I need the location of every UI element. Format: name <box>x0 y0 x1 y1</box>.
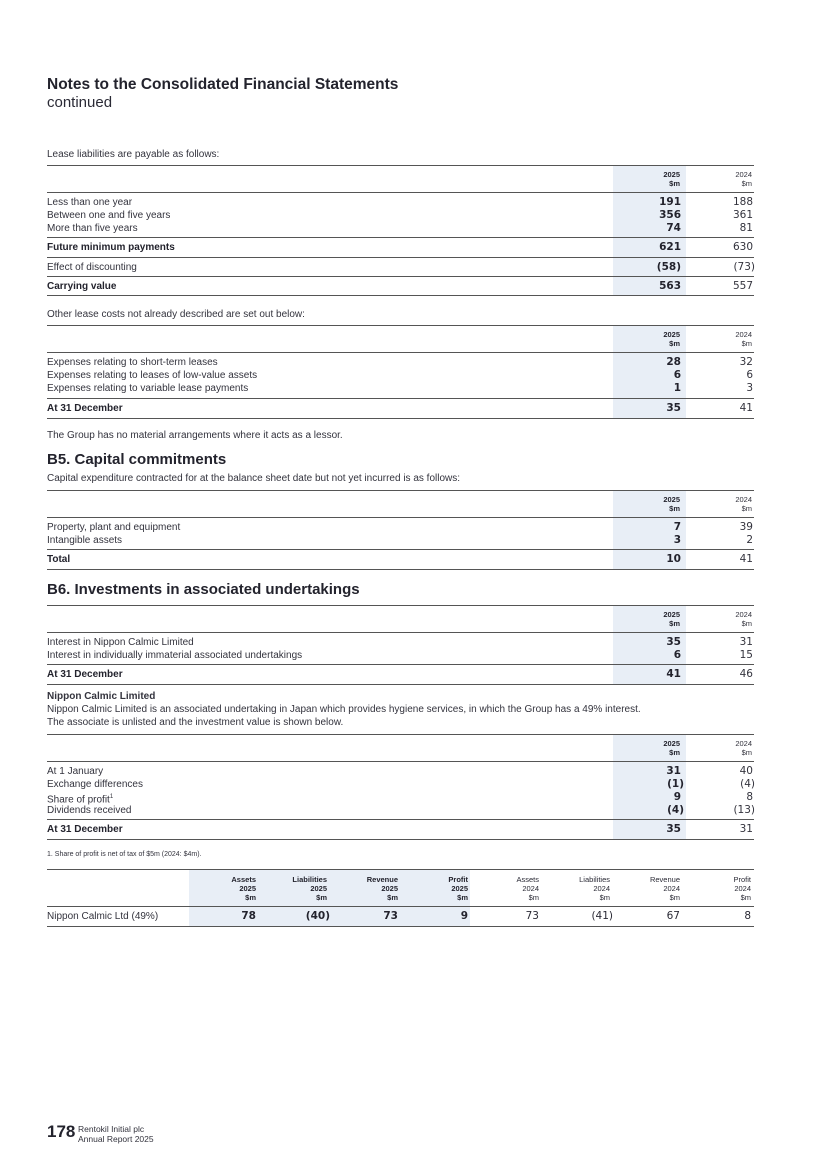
table-cell: 78 <box>241 910 256 922</box>
value-2025: 6 <box>673 649 681 661</box>
table-row-label: Exchange differences <box>47 779 143 790</box>
table-row-label: Share of profit$^1$ <box>47 794 114 806</box>
divider <box>47 605 754 606</box>
nippon-header-2025: 2025 $m <box>663 739 680 757</box>
value-2025: (4) <box>667 804 684 816</box>
value-2025: 6 <box>673 369 681 381</box>
other-lease-intro: Other lease costs not already described are set out below: <box>47 309 305 320</box>
value-2024: 8 <box>746 791 753 803</box>
value-2024: 557 <box>732 280 753 292</box>
value-2025: 563 <box>659 280 681 292</box>
table-row-label: Expenses relating to variable lease payments <box>47 383 249 394</box>
value-2025: 356 <box>659 209 681 221</box>
value-2025: 31 <box>666 765 681 777</box>
lease-header-2024: 2024 $m <box>735 170 752 188</box>
nippon-heading: Nippon Calmic Limited <box>47 691 156 702</box>
table-row-label: Intangible assets <box>47 535 123 546</box>
table-row-label: Nippon Calmic Ltd (49%) <box>47 911 159 922</box>
value-2025: 35 <box>666 636 681 648</box>
total-label: At 31 December <box>47 824 123 835</box>
table-row-label: Less than one year <box>47 197 133 208</box>
value-2025: 41 <box>666 668 681 680</box>
footer-text <box>78 1124 154 1144</box>
divider <box>47 869 754 870</box>
other-header-2024: 2024 $m <box>735 330 752 348</box>
table-cell: 73 <box>525 910 539 922</box>
column-header: Profit 2025 $m <box>448 875 468 902</box>
section-title-b5: B5. Capital commitments <box>47 451 227 468</box>
divider <box>47 632 754 633</box>
value-2025: 10 <box>666 553 681 565</box>
divider <box>47 352 754 353</box>
table-row-label: Property, plant and equipment <box>47 522 181 533</box>
value-2024: 31 <box>739 636 753 648</box>
value-2025: 35 <box>666 402 681 414</box>
divider <box>47 398 754 399</box>
footnote-marker: 1 <box>109 794 114 800</box>
divider <box>47 569 754 570</box>
table-row-label: Dividends received <box>47 805 132 816</box>
column-header: Assets 2025 $m <box>231 875 256 902</box>
lease-header-2025: 2025 $m <box>663 170 680 188</box>
table-cell: (41) <box>591 910 613 922</box>
value-2025: 191 <box>659 196 681 208</box>
divider <box>47 165 754 166</box>
value-2025: 1 <box>673 382 681 394</box>
divider <box>47 761 754 762</box>
value-2024: 2 <box>746 534 753 546</box>
column-header: Profit 2024 $m <box>733 875 751 902</box>
total-label: At 31 December <box>47 669 123 680</box>
divider <box>47 517 754 518</box>
value-2025: 621 <box>659 241 681 253</box>
report-name: Annual Report 2025 <box>78 1134 154 1144</box>
table-row-label: Effect of discounting <box>47 262 137 273</box>
footnote: 1. Share of profit is net of tax of $5m (2024: $4m). <box>47 851 202 858</box>
value-2024: 3 <box>746 382 753 394</box>
lease-intro: Lease liabilities are payable as follows: <box>47 149 220 160</box>
page-subtitle: continued <box>47 94 113 111</box>
b6-header-2025: 2025 $m <box>663 610 680 628</box>
section-title-b6: B6. Investments in associated undertakings <box>47 581 360 598</box>
other-header-2025: 2025 $m <box>663 330 680 348</box>
page-title: Notes to the Consolidated Financial Statements <box>47 76 399 93</box>
table-cell: 8 <box>744 910 751 922</box>
company-name: Rentokil Initial plc <box>78 1124 145 1134</box>
page-number: 178 <box>47 1122 76 1141</box>
divider <box>47 192 754 193</box>
subtotal-label: Future minimum payments <box>47 242 175 253</box>
column-header: Assets 2024 $m <box>516 875 539 902</box>
nippon-header-2024: 2024 $m <box>735 739 752 757</box>
table-row-label: Interest in Nippon Calmic Limited <box>47 637 194 648</box>
divider <box>47 684 754 685</box>
value-2024: 40 <box>739 765 753 777</box>
value-2025: 28 <box>666 356 681 368</box>
divider <box>47 549 754 550</box>
value-2025: (58) <box>656 261 681 273</box>
divider <box>47 926 754 927</box>
table-cell: 9 <box>460 910 468 922</box>
divider <box>47 906 754 907</box>
divider <box>47 325 754 326</box>
value-2025: 3 <box>673 534 681 546</box>
total-label: Carrying value <box>47 281 117 292</box>
divider <box>47 839 754 840</box>
value-2025: (1) <box>667 778 684 790</box>
nippon-description: The associate is unlisted and the investment value is shown below. <box>47 717 344 728</box>
table-row-label: Interest in individually immaterial associated undertakings <box>47 650 303 661</box>
divider <box>47 819 754 820</box>
table-cell: 73 <box>383 910 398 922</box>
value-2024: 39 <box>739 521 753 533</box>
value-2024: 6 <box>746 369 753 381</box>
table-cell: 67 <box>666 910 680 922</box>
value-2025: 9 <box>673 791 681 803</box>
b5-intro: Capital expenditure contracted for at the balance sheet date but not yet incurred is as follows: <box>47 473 461 484</box>
divider <box>47 734 754 735</box>
value-2024: (4) <box>740 778 755 790</box>
divider <box>47 490 754 491</box>
value-2024: 361 <box>732 209 753 221</box>
column-header: Revenue 2025 $m <box>366 875 398 902</box>
value-2024: (73) <box>733 261 755 273</box>
divider <box>47 295 754 296</box>
value-2024: 41 <box>739 553 753 565</box>
value-2024: 15 <box>739 649 753 661</box>
divider <box>47 237 754 238</box>
table-row-label: At 1 January <box>47 766 104 777</box>
b5-header-2024: 2024 $m <box>735 495 752 513</box>
column-header: Liabilities 2024 $m <box>579 875 610 902</box>
value-2024: 41 <box>739 402 753 414</box>
value-2025: 74 <box>666 222 681 234</box>
b6-header-2024: 2024 $m <box>735 610 752 628</box>
lessor-note: The Group has no material arrangements where it acts as a lessor. <box>47 430 343 441</box>
b5-header-2025: 2025 $m <box>663 495 680 513</box>
value-2024: 46 <box>739 668 753 680</box>
value-2024: 188 <box>732 196 753 208</box>
value-2024: 32 <box>739 356 753 368</box>
table-row-label: Between one and five years <box>47 210 171 221</box>
column-header: Liabilities 2025 $m <box>292 875 327 902</box>
table-cell: (40) <box>305 910 330 922</box>
nippon-description: Nippon Calmic Limited is an associated undertaking in Japan which provides hygiene services, in which the Group has a 49% interest. <box>47 704 641 715</box>
value-2024: (13) <box>733 804 755 816</box>
column-header: Revenue 2024 $m <box>649 875 680 902</box>
value-2024: 81 <box>739 222 753 234</box>
value-2024: 630 <box>732 241 753 253</box>
table-row-label: More than five years <box>47 223 138 234</box>
divider <box>47 257 754 258</box>
value-2025: 35 <box>666 823 681 835</box>
total-label: At 31 December <box>47 403 123 414</box>
table-row-label: Expenses relating to leases of low-value assets <box>47 370 258 381</box>
divider <box>47 418 754 419</box>
table-row-label: Expenses relating to short-term leases <box>47 357 218 368</box>
divider <box>47 664 754 665</box>
divider <box>47 276 754 277</box>
total-label: Total <box>47 554 71 565</box>
value-2024: 31 <box>739 823 753 835</box>
value-2025: 7 <box>673 521 681 533</box>
